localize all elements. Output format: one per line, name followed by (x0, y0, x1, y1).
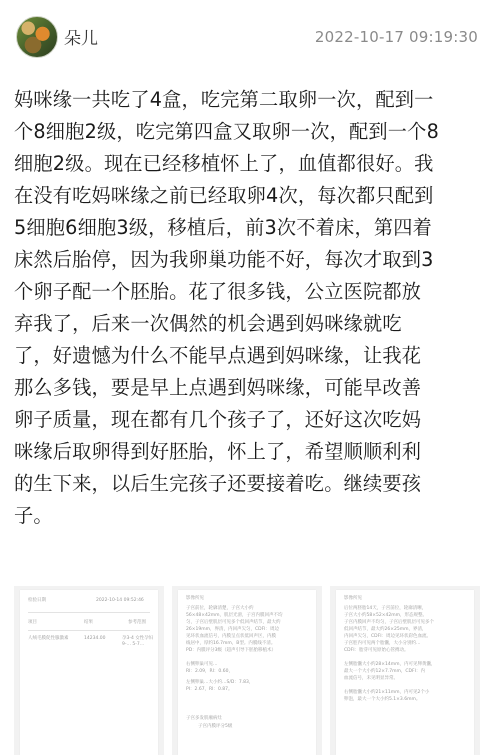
report-conclusion: 子宫内膜评分5级 (198, 724, 233, 729)
report-line: 左侧卵巢…大小约…S/D：7.83， (186, 680, 254, 685)
content-line: 床然后胎停，因为我卵巢功能不好，每次才取到3 (14, 248, 434, 271)
report-date: 2022-10-14 09:52:46 (96, 598, 144, 603)
report-line: PD：内膜评分3级（超声引导下胚胎移植术） (186, 648, 277, 653)
report-line: 子宫前位，轮廓清楚，子宫大小约 (186, 606, 254, 611)
report-line: 右侧卵巢可见… (186, 662, 218, 667)
content-line: 在没有吃妈咪缘之前已经取卵4次，每次都只配到 (14, 184, 434, 207)
report-line: 低回声结节，最大约26×25mm，界清， (344, 627, 427, 632)
lab-row-label: 人绒毛膜促性腺激素 (28, 636, 69, 641)
report-conclusion: 子宫多发肌瘤病灶 (186, 716, 222, 721)
report-line: 子宫内膜回声不均匀，子宫后壁肌层可见多个 (344, 620, 434, 625)
column-header: 参考范围 (128, 620, 146, 625)
pregnancy-ultrasound-sheet (336, 590, 474, 755)
report-line: PI：2.67，RI：0.87。 (186, 687, 233, 692)
content-line: 个卵子配一个胚胎。花了很多钱，公立医院都放 (14, 280, 422, 303)
content-line: 子。 (14, 504, 53, 527)
author-name[interactable]: 朵儿 (64, 29, 98, 49)
report-line: CDFI：胎芽可见原始心管搏动。 (344, 648, 409, 653)
content-line: 的生下来，以后生完孩子还要接着吃。继续要孩 (14, 472, 422, 495)
post-content (14, 84, 480, 532)
content-line: 那么多钱，要是早上点遇到妈咪缘，可能早改善 (14, 376, 422, 399)
column-header: 项目 (28, 620, 37, 625)
report-title: 影像所见 (186, 596, 204, 601)
report-line: 卵泡，最大一个大小约5.1×3.6mm。 (344, 697, 421, 702)
report-line: 26×19mm，界清，内回声欠匀，CDFI：周边 (186, 627, 280, 632)
content-line: 个8细胞2级，吃完第四盒又取卵一次，配到一个8 (14, 120, 439, 143)
lab-row-value: 14234.00 (84, 636, 106, 641)
column-header: 结果 (84, 620, 93, 625)
report-line: 右侧胎囊大小约21×11mm，内可见2个小 (344, 690, 430, 695)
image-attachments (14, 586, 480, 755)
report-line: 最大一个大小约12×7.7mm，CDFI：内 (344, 669, 425, 674)
post-timestamp: 2022-10-17 09:19:30 (314, 28, 478, 46)
report-line: 血流信号，未见明显异常。 (344, 676, 398, 681)
report-line: 子宫大小约58×52×42mm，形态规整。 (344, 613, 427, 618)
lab-report-sheet (20, 590, 158, 755)
attachment-image-ultrasound-report[interactable] (172, 586, 322, 755)
report-title: 影像所见 (344, 596, 362, 601)
report-line: 内回声欠匀，CDFI：周边见环状彩色血流。 (344, 634, 432, 639)
content-line: 细胞2级。现在已经移植怀上了，血值都很好。我 (14, 152, 434, 175)
report-line: RI：2.09，RI：0.60， (186, 669, 233, 674)
divider (28, 612, 150, 613)
content-line: 咪缘后取卵得到好胚胎，怀上了，希望顺顺利利 (14, 440, 422, 463)
lab-row-range: 孕3-4 女性孕妇 9-… 5-7… (122, 636, 154, 647)
content-line: 妈咪缘一共吃了4盒，吃完第二取卵一次，配到一 (14, 88, 434, 111)
content-line: 了，好遗憾为什么不能早点遇到妈咪缘，让我花 (14, 344, 422, 367)
report-line: 左侧胎囊大小约28×14mm，内可见卵黄囊， (344, 662, 436, 667)
report-line: 后位两胚胎14天，子宫前位，轮廓清晰， (344, 606, 427, 611)
avatar[interactable] (16, 16, 58, 58)
report-line: 56×48×42mm，肌层光滑，子宫内膜回声不均 (186, 613, 283, 618)
post-header (0, 0, 492, 72)
content-line: 弃我了，后来一次偶然的机会遇到妈咪缘就吃 (14, 312, 402, 335)
attachment-image-pregnancy-ultrasound[interactable] (330, 586, 480, 755)
report-line: 见环状血流信号，内膜呈点状低回声区，内膜 (186, 634, 276, 639)
report-line: 匀，子宫后壁肌层可见多个低回声结节，最大约 (186, 620, 281, 625)
content-line: 5细胞6细胞3级，移植后，前3次不着床，第四着 (14, 216, 432, 239)
report-title: 检验日期 (28, 598, 46, 603)
content-line: 卵子质量，现在都有几个孩子了，还好这次吃妈 (14, 408, 422, 431)
report-line: 子宫腔内可见两个胎囊，大小分别约… (344, 641, 421, 646)
ultrasound-report-sheet (178, 590, 316, 755)
report-line: 线居中，厚约16.7mm，B型。内膜线不清。 (186, 641, 276, 646)
divider (28, 630, 150, 631)
attachment-image-lab-report[interactable] (14, 586, 164, 755)
